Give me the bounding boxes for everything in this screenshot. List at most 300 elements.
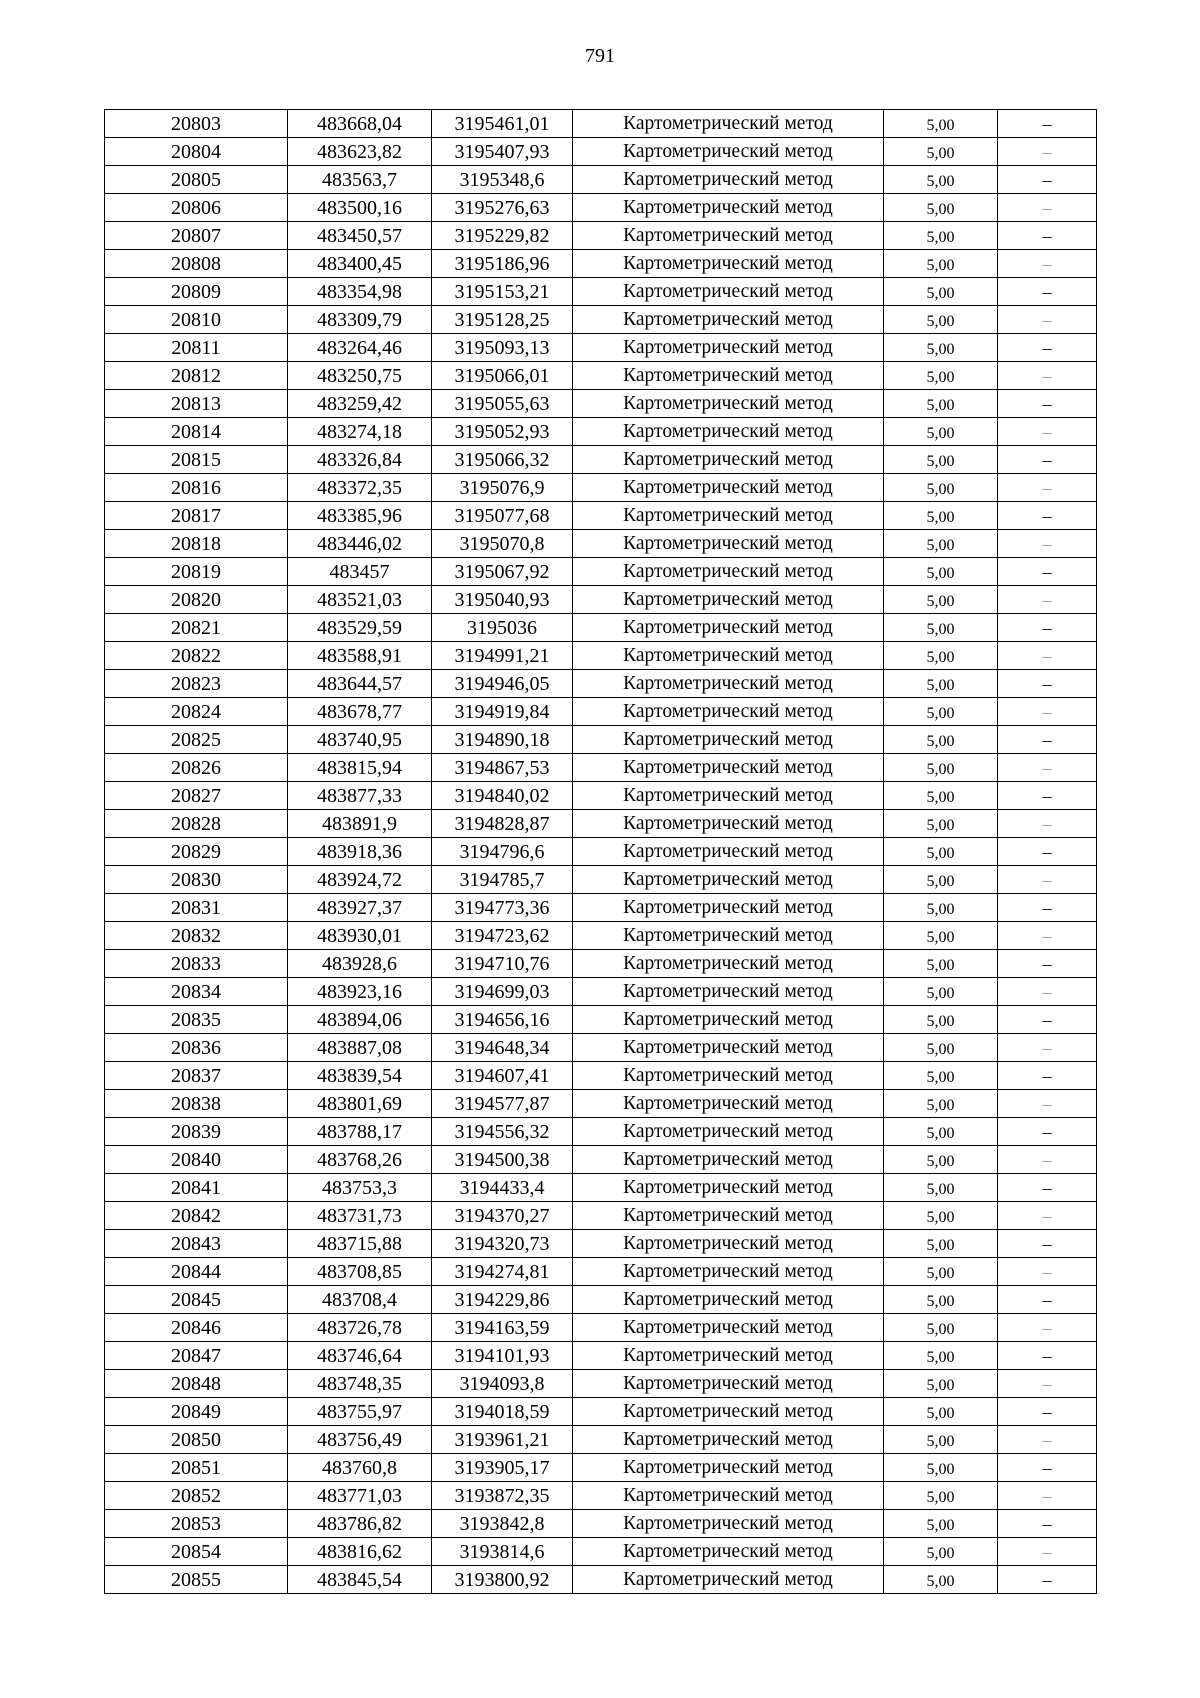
method-cell: Картометрический метод: [573, 1258, 884, 1286]
accuracy-cell: 5,00: [884, 754, 998, 782]
point-number-cell: 20837: [105, 1062, 288, 1090]
accuracy-cell: 5,00: [884, 362, 998, 390]
table-row: [105, 334, 1097, 362]
point-number-cell: 20844: [105, 1258, 288, 1286]
point-number-cell: 20823: [105, 670, 288, 698]
note-cell: –: [998, 306, 1097, 334]
accuracy-cell: 5,00: [884, 558, 998, 586]
accuracy-cell: 5,00: [884, 530, 998, 558]
method-cell: Картометрический метод: [573, 334, 884, 362]
page-number: 791: [585, 45, 615, 67]
accuracy-cell: 5,00: [884, 810, 998, 838]
y-coordinate-cell: 3195066,01: [432, 362, 573, 390]
point-number-cell: 20825: [105, 726, 288, 754]
y-coordinate-cell: 3195055,63: [432, 390, 573, 418]
x-coordinate-cell: 483753,3: [288, 1174, 432, 1202]
table-row: [105, 838, 1097, 866]
x-coordinate-cell: 483923,16: [288, 978, 432, 1006]
method-cell: Картометрический метод: [573, 726, 884, 754]
note-cell: –: [998, 474, 1097, 502]
table-row: [105, 754, 1097, 782]
table-row: [105, 306, 1097, 334]
table-row: [105, 1174, 1097, 1202]
y-coordinate-cell: 3195229,82: [432, 222, 573, 250]
y-coordinate-cell: 3194101,93: [432, 1342, 573, 1370]
point-number-cell: 20826: [105, 754, 288, 782]
point-number-cell: 20819: [105, 558, 288, 586]
table-row: [105, 894, 1097, 922]
point-number-cell: 20830: [105, 866, 288, 894]
method-cell: Картометрический метод: [573, 1566, 884, 1594]
note-cell: –: [998, 670, 1097, 698]
method-cell: Картометрический метод: [573, 166, 884, 194]
x-coordinate-cell: 483845,54: [288, 1566, 432, 1594]
accuracy-cell: 5,00: [884, 306, 998, 334]
method-cell: Картометрический метод: [573, 558, 884, 586]
method-cell: Картометрический метод: [573, 1370, 884, 1398]
y-coordinate-cell: 3193905,17: [432, 1454, 573, 1482]
x-coordinate-cell: 483708,85: [288, 1258, 432, 1286]
x-coordinate-cell: 483500,16: [288, 194, 432, 222]
accuracy-cell: 5,00: [884, 418, 998, 446]
x-coordinate-cell: 483372,35: [288, 474, 432, 502]
y-coordinate-cell: 3193814,6: [432, 1538, 573, 1566]
method-cell: Картометрический метод: [573, 1006, 884, 1034]
x-coordinate-cell: 483755,97: [288, 1398, 432, 1426]
x-coordinate-cell: 483521,03: [288, 586, 432, 614]
x-coordinate-cell: 483678,77: [288, 698, 432, 726]
accuracy-cell: 5,00: [884, 138, 998, 166]
y-coordinate-cell: 3194577,87: [432, 1090, 573, 1118]
point-number-cell: 20814: [105, 418, 288, 446]
point-number-cell: 20827: [105, 782, 288, 810]
note-cell: –: [998, 922, 1097, 950]
accuracy-cell: 5,00: [884, 1062, 998, 1090]
y-coordinate-cell: 3194274,81: [432, 1258, 573, 1286]
accuracy-cell: 5,00: [884, 1174, 998, 1202]
accuracy-cell: 5,00: [884, 1286, 998, 1314]
x-coordinate-cell: 483264,46: [288, 334, 432, 362]
table-row: [105, 1538, 1097, 1566]
note-cell: –: [998, 1314, 1097, 1342]
y-coordinate-cell: 3194828,87: [432, 810, 573, 838]
note-cell: –: [998, 138, 1097, 166]
table-row: [105, 362, 1097, 390]
table-row: [105, 138, 1097, 166]
method-cell: Картометрический метод: [573, 1538, 884, 1566]
note-cell: –: [998, 1510, 1097, 1538]
x-coordinate-cell: 483786,82: [288, 1510, 432, 1538]
table-row: [105, 1146, 1097, 1174]
x-coordinate-cell: 483715,88: [288, 1230, 432, 1258]
x-coordinate-cell: 483385,96: [288, 502, 432, 530]
y-coordinate-cell: 3195128,25: [432, 306, 573, 334]
point-number-cell: 20841: [105, 1174, 288, 1202]
table-row: [105, 278, 1097, 306]
point-number-cell: 20813: [105, 390, 288, 418]
x-coordinate-cell: 483891,9: [288, 810, 432, 838]
method-cell: Картометрический метод: [573, 1090, 884, 1118]
method-cell: Картометрический метод: [573, 698, 884, 726]
method-cell: Картометрический метод: [573, 110, 884, 138]
method-cell: Картометрический метод: [573, 670, 884, 698]
method-cell: Картометрический метод: [573, 810, 884, 838]
accuracy-cell: 5,00: [884, 726, 998, 754]
accuracy-cell: 5,00: [884, 670, 998, 698]
note-cell: –: [998, 1034, 1097, 1062]
point-number-cell: 20849: [105, 1398, 288, 1426]
x-coordinate-cell: 483788,17: [288, 1118, 432, 1146]
x-coordinate-cell: 483731,73: [288, 1202, 432, 1230]
method-cell: Картометрический метод: [573, 754, 884, 782]
point-number-cell: 20820: [105, 586, 288, 614]
accuracy-cell: 5,00: [884, 1006, 998, 1034]
y-coordinate-cell: 3194607,41: [432, 1062, 573, 1090]
table-row: [105, 1006, 1097, 1034]
note-cell: –: [998, 1370, 1097, 1398]
accuracy-cell: 5,00: [884, 698, 998, 726]
point-number-cell: 20845: [105, 1286, 288, 1314]
method-cell: Картометрический метод: [573, 306, 884, 334]
note-cell: –: [998, 586, 1097, 614]
point-number-cell: 20804: [105, 138, 288, 166]
x-coordinate-cell: 483756,49: [288, 1426, 432, 1454]
x-coordinate-cell: 483816,62: [288, 1538, 432, 1566]
y-coordinate-cell: 3194699,03: [432, 978, 573, 1006]
x-coordinate-cell: 483400,45: [288, 250, 432, 278]
table-row: [105, 1230, 1097, 1258]
method-cell: Картометрический метод: [573, 1230, 884, 1258]
accuracy-cell: 5,00: [884, 474, 998, 502]
accuracy-cell: 5,00: [884, 642, 998, 670]
note-cell: –: [998, 950, 1097, 978]
point-number-cell: 20847: [105, 1342, 288, 1370]
accuracy-cell: 5,00: [884, 1454, 998, 1482]
note-cell: –: [998, 278, 1097, 306]
table-row: [105, 418, 1097, 446]
x-coordinate-cell: 483450,57: [288, 222, 432, 250]
accuracy-cell: 5,00: [884, 110, 998, 138]
method-cell: Картометрический метод: [573, 1510, 884, 1538]
y-coordinate-cell: 3194867,53: [432, 754, 573, 782]
method-cell: Картометрический метод: [573, 1482, 884, 1510]
y-coordinate-cell: 3195077,68: [432, 502, 573, 530]
method-cell: Картометрический метод: [573, 418, 884, 446]
accuracy-cell: 5,00: [884, 866, 998, 894]
table-row: [105, 1342, 1097, 1370]
y-coordinate-cell: 3194093,8: [432, 1370, 573, 1398]
y-coordinate-cell: 3195153,21: [432, 278, 573, 306]
table-row: [105, 1510, 1097, 1538]
note-cell: –: [998, 1538, 1097, 1566]
method-cell: Картометрический метод: [573, 978, 884, 1006]
y-coordinate-cell: 3193872,35: [432, 1482, 573, 1510]
note-cell: –: [998, 1006, 1097, 1034]
table-row: [105, 1286, 1097, 1314]
point-number-cell: 20828: [105, 810, 288, 838]
note-cell: –: [998, 1566, 1097, 1594]
accuracy-cell: 5,00: [884, 194, 998, 222]
note-cell: –: [998, 1230, 1097, 1258]
point-number-cell: 20852: [105, 1482, 288, 1510]
point-number-cell: 20838: [105, 1090, 288, 1118]
accuracy-cell: 5,00: [884, 1314, 998, 1342]
point-number-cell: 20821: [105, 614, 288, 642]
table-row: [105, 698, 1097, 726]
point-number-cell: 20854: [105, 1538, 288, 1566]
note-cell: –: [998, 1342, 1097, 1370]
note-cell: –: [998, 1146, 1097, 1174]
point-number-cell: 20832: [105, 922, 288, 950]
accuracy-cell: 5,00: [884, 1426, 998, 1454]
table-row: [105, 110, 1097, 138]
y-coordinate-cell: 3195036: [432, 614, 573, 642]
method-cell: Картометрический метод: [573, 362, 884, 390]
x-coordinate-cell: 483877,33: [288, 782, 432, 810]
y-coordinate-cell: 3194556,32: [432, 1118, 573, 1146]
table-row: [105, 614, 1097, 642]
y-coordinate-cell: 3194018,59: [432, 1398, 573, 1426]
accuracy-cell: 5,00: [884, 950, 998, 978]
x-coordinate-cell: 483457: [288, 558, 432, 586]
point-number-cell: 20855: [105, 1566, 288, 1594]
accuracy-cell: 5,00: [884, 1398, 998, 1426]
table-row: [105, 250, 1097, 278]
x-coordinate-cell: 483250,75: [288, 362, 432, 390]
note-cell: –: [998, 166, 1097, 194]
accuracy-cell: 5,00: [884, 1202, 998, 1230]
y-coordinate-cell: 3195348,6: [432, 166, 573, 194]
note-cell: –: [998, 978, 1097, 1006]
accuracy-cell: 5,00: [884, 1482, 998, 1510]
table-row: [105, 950, 1097, 978]
x-coordinate-cell: 483746,64: [288, 1342, 432, 1370]
table-row: [105, 922, 1097, 950]
x-coordinate-cell: 483588,91: [288, 642, 432, 670]
note-cell: –: [998, 362, 1097, 390]
point-number-cell: 20834: [105, 978, 288, 1006]
y-coordinate-cell: 3194946,05: [432, 670, 573, 698]
point-number-cell: 20851: [105, 1454, 288, 1482]
accuracy-cell: 5,00: [884, 278, 998, 306]
point-number-cell: 20835: [105, 1006, 288, 1034]
method-cell: Картометрический метод: [573, 446, 884, 474]
x-coordinate-cell: 483668,04: [288, 110, 432, 138]
method-cell: Картометрический метод: [573, 614, 884, 642]
method-cell: Картометрический метод: [573, 1202, 884, 1230]
accuracy-cell: 5,00: [884, 1034, 998, 1062]
note-cell: –: [998, 1090, 1097, 1118]
x-coordinate-cell: 483887,08: [288, 1034, 432, 1062]
x-coordinate-cell: 483623,82: [288, 138, 432, 166]
note-cell: –: [998, 866, 1097, 894]
x-coordinate-cell: 483354,98: [288, 278, 432, 306]
note-cell: –: [998, 1482, 1097, 1510]
coordinates-table: [104, 109, 1097, 1594]
point-number-cell: 20810: [105, 306, 288, 334]
x-coordinate-cell: 483644,57: [288, 670, 432, 698]
table-row: [105, 1398, 1097, 1426]
note-cell: –: [998, 530, 1097, 558]
point-number-cell: 20805: [105, 166, 288, 194]
y-coordinate-cell: 3194840,02: [432, 782, 573, 810]
y-coordinate-cell: 3194773,36: [432, 894, 573, 922]
note-cell: –: [998, 418, 1097, 446]
point-number-cell: 20843: [105, 1230, 288, 1258]
table-body: [105, 110, 1097, 1594]
note-cell: –: [998, 1398, 1097, 1426]
note-cell: –: [998, 1062, 1097, 1090]
note-cell: –: [998, 614, 1097, 642]
note-cell: –: [998, 390, 1097, 418]
note-cell: –: [998, 754, 1097, 782]
y-coordinate-cell: 3194785,7: [432, 866, 573, 894]
point-number-cell: 20816: [105, 474, 288, 502]
method-cell: Картометрический метод: [573, 250, 884, 278]
table-row: [105, 530, 1097, 558]
y-coordinate-cell: 3195067,92: [432, 558, 573, 586]
note-cell: –: [998, 894, 1097, 922]
method-cell: Картометрический метод: [573, 1454, 884, 1482]
table-row: [105, 1482, 1097, 1510]
x-coordinate-cell: 483446,02: [288, 530, 432, 558]
note-cell: –: [998, 642, 1097, 670]
y-coordinate-cell: 3194796,6: [432, 838, 573, 866]
note-cell: –: [998, 446, 1097, 474]
table-row: [105, 586, 1097, 614]
x-coordinate-cell: 483894,06: [288, 1006, 432, 1034]
y-coordinate-cell: 3195461,01: [432, 110, 573, 138]
table-row: [105, 978, 1097, 1006]
accuracy-cell: 5,00: [884, 1118, 998, 1146]
y-coordinate-cell: 3194991,21: [432, 642, 573, 670]
table-row: [105, 1454, 1097, 1482]
y-coordinate-cell: 3195040,93: [432, 586, 573, 614]
y-coordinate-cell: 3194648,34: [432, 1034, 573, 1062]
accuracy-cell: 5,00: [884, 166, 998, 194]
y-coordinate-cell: 3194723,62: [432, 922, 573, 950]
table-row: [105, 1034, 1097, 1062]
method-cell: Картометрический метод: [573, 838, 884, 866]
y-coordinate-cell: 3195276,63: [432, 194, 573, 222]
y-coordinate-cell: 3195076,9: [432, 474, 573, 502]
method-cell: Картометрический метод: [573, 1426, 884, 1454]
note-cell: –: [998, 698, 1097, 726]
method-cell: Картометрический метод: [573, 502, 884, 530]
table-row: [105, 810, 1097, 838]
table-row: [105, 502, 1097, 530]
note-cell: –: [998, 1286, 1097, 1314]
y-coordinate-cell: 3194229,86: [432, 1286, 573, 1314]
point-number-cell: 20840: [105, 1146, 288, 1174]
point-number-cell: 20803: [105, 110, 288, 138]
method-cell: Картометрический метод: [573, 390, 884, 418]
note-cell: –: [998, 1118, 1097, 1146]
accuracy-cell: 5,00: [884, 1510, 998, 1538]
method-cell: Картометрический метод: [573, 278, 884, 306]
point-number-cell: 20818: [105, 530, 288, 558]
point-number-cell: 20817: [105, 502, 288, 530]
method-cell: Картометрический метод: [573, 530, 884, 558]
method-cell: Картометрический метод: [573, 922, 884, 950]
method-cell: Картометрический метод: [573, 194, 884, 222]
point-number-cell: 20842: [105, 1202, 288, 1230]
accuracy-cell: 5,00: [884, 586, 998, 614]
table-row: [105, 474, 1097, 502]
x-coordinate-cell: 483771,03: [288, 1482, 432, 1510]
point-number-cell: 20809: [105, 278, 288, 306]
y-coordinate-cell: 3194163,59: [432, 1314, 573, 1342]
x-coordinate-cell: 483309,79: [288, 306, 432, 334]
x-coordinate-cell: 483815,94: [288, 754, 432, 782]
note-cell: –: [998, 558, 1097, 586]
y-coordinate-cell: 3194370,27: [432, 1202, 573, 1230]
table-row: [105, 1202, 1097, 1230]
x-coordinate-cell: 483740,95: [288, 726, 432, 754]
accuracy-cell: 5,00: [884, 1146, 998, 1174]
table-row: [105, 1090, 1097, 1118]
point-number-cell: 20850: [105, 1426, 288, 1454]
table-row: [105, 1426, 1097, 1454]
x-coordinate-cell: 483768,26: [288, 1146, 432, 1174]
table-row: [105, 166, 1097, 194]
y-coordinate-cell: 3195070,8: [432, 530, 573, 558]
accuracy-cell: 5,00: [884, 250, 998, 278]
table-row: [105, 1062, 1097, 1090]
point-number-cell: 20808: [105, 250, 288, 278]
method-cell: Картометрический метод: [573, 222, 884, 250]
point-number-cell: 20812: [105, 362, 288, 390]
x-coordinate-cell: 483274,18: [288, 418, 432, 446]
note-cell: –: [998, 810, 1097, 838]
table-row: [105, 866, 1097, 894]
note-cell: –: [998, 1258, 1097, 1286]
x-coordinate-cell: 483326,84: [288, 446, 432, 474]
point-number-cell: 20848: [105, 1370, 288, 1398]
accuracy-cell: 5,00: [884, 502, 998, 530]
method-cell: Картометрический метод: [573, 894, 884, 922]
method-cell: Картометрический метод: [573, 1286, 884, 1314]
point-number-cell: 20811: [105, 334, 288, 362]
accuracy-cell: 5,00: [884, 1370, 998, 1398]
accuracy-cell: 5,00: [884, 1090, 998, 1118]
accuracy-cell: 5,00: [884, 222, 998, 250]
note-cell: –: [998, 194, 1097, 222]
table-row: [105, 1370, 1097, 1398]
x-coordinate-cell: 483801,69: [288, 1090, 432, 1118]
x-coordinate-cell: 483748,35: [288, 1370, 432, 1398]
point-number-cell: 20839: [105, 1118, 288, 1146]
x-coordinate-cell: 483259,42: [288, 390, 432, 418]
y-coordinate-cell: 3194320,73: [432, 1230, 573, 1258]
table-row: [105, 670, 1097, 698]
y-coordinate-cell: 3194919,84: [432, 698, 573, 726]
x-coordinate-cell: 483708,4: [288, 1286, 432, 1314]
x-coordinate-cell: 483760,8: [288, 1454, 432, 1482]
point-number-cell: 20836: [105, 1034, 288, 1062]
y-coordinate-cell: 3195093,13: [432, 334, 573, 362]
point-number-cell: 20853: [105, 1510, 288, 1538]
note-cell: –: [998, 1426, 1097, 1454]
table-row: [105, 726, 1097, 754]
accuracy-cell: 5,00: [884, 390, 998, 418]
accuracy-cell: 5,00: [884, 782, 998, 810]
accuracy-cell: 5,00: [884, 334, 998, 362]
method-cell: Картометрический метод: [573, 1342, 884, 1370]
x-coordinate-cell: 483529,59: [288, 614, 432, 642]
accuracy-cell: 5,00: [884, 978, 998, 1006]
table-row: [105, 642, 1097, 670]
